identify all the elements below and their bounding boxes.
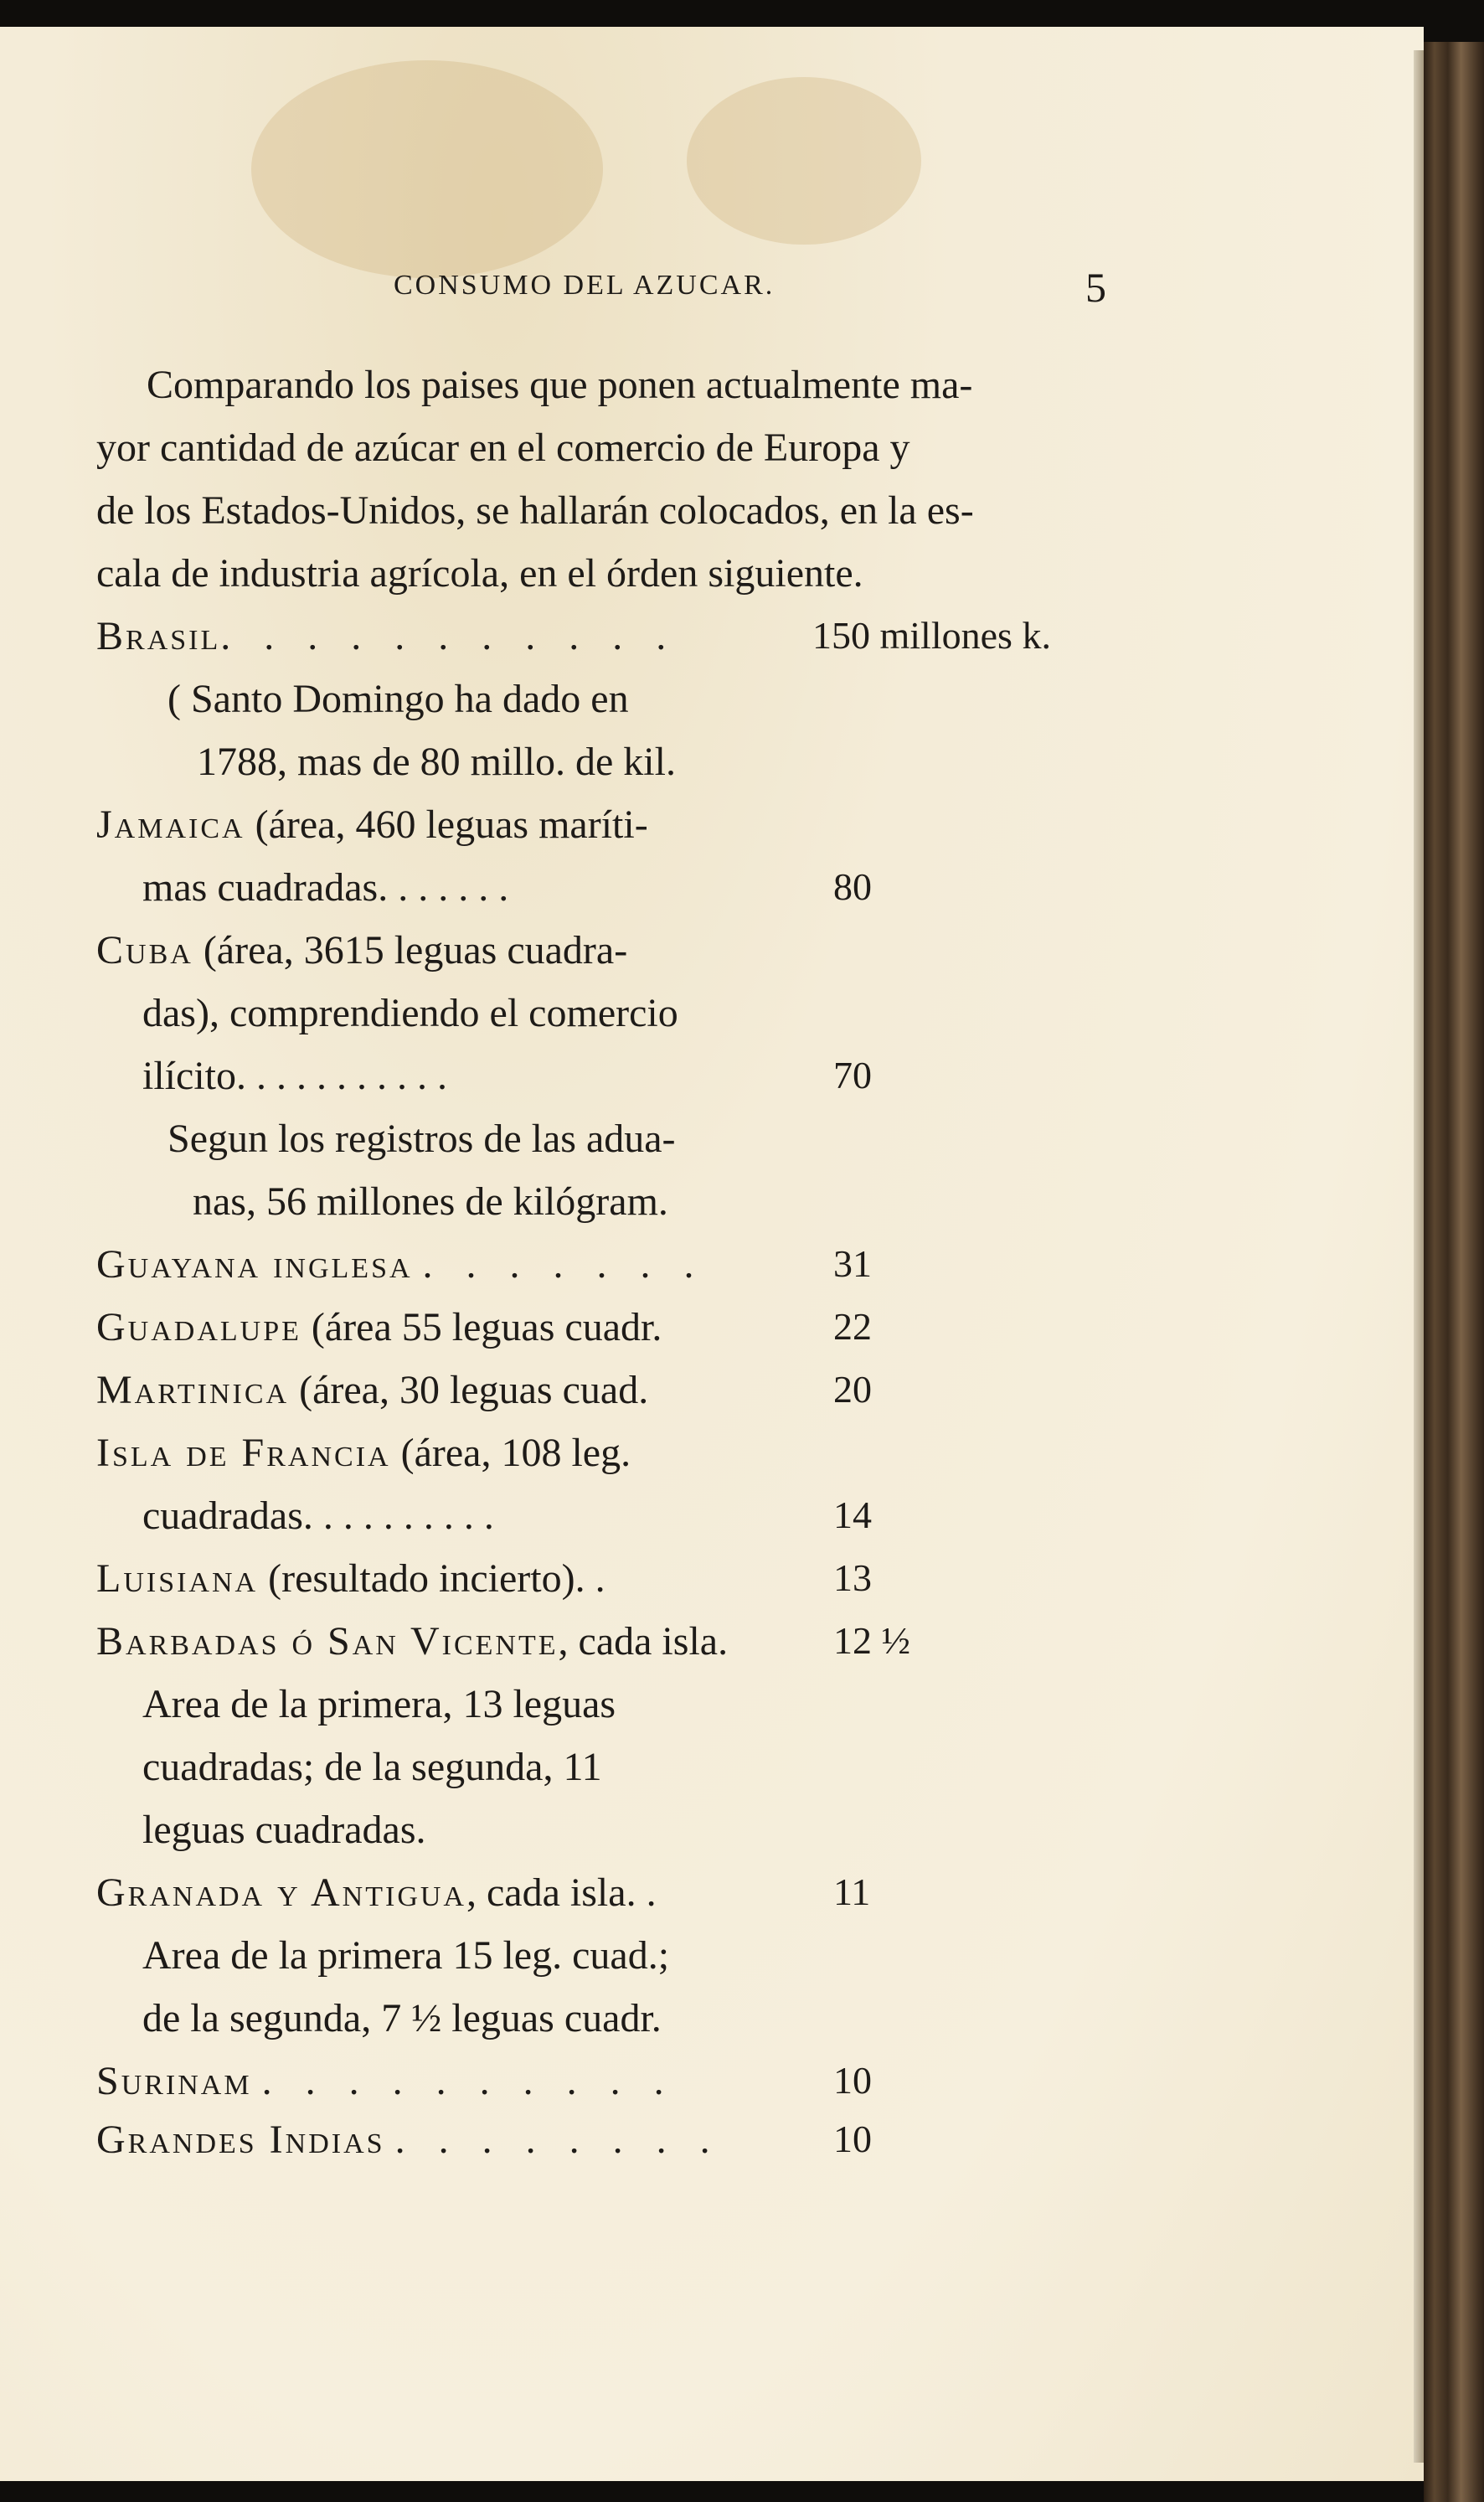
country-name: Brasil (96, 614, 221, 658)
entry-value: 10 (833, 2059, 872, 2102)
intro-line: Comparando los paises que ponen actualmente ma- (147, 363, 973, 407)
entry-line (96, 2117, 722, 2163)
country-name: Surinam (96, 2059, 252, 2103)
entry-text: . . . . . . . . (394, 2118, 722, 2162)
note-line: nas, 56 millones de kilógram. (193, 1179, 668, 1224)
entry-value: 12 ½ (833, 1619, 910, 1662)
entry-value: 20 (833, 1368, 872, 1411)
entry-value: 22 (833, 1305, 872, 1348)
entry-line (96, 802, 648, 848)
entry-text: . . . . . . . . . . . (220, 614, 678, 658)
page-number: 5 (1085, 264, 1106, 311)
entry-text: , cada isla. . (466, 1870, 657, 1915)
entry-value: 10 (833, 2118, 872, 2160)
entry-text: . . . . . . . (422, 1242, 706, 1287)
entry-text: mas cuadradas. . . . . . . (142, 865, 509, 910)
country-name: Grandes Indias (96, 2118, 385, 2162)
note-line: cuadradas; de la segunda, 11 (142, 1745, 602, 1789)
country-name: Granada y Antigua (96, 1870, 466, 1915)
entry-line (96, 1304, 662, 1350)
entry-value: 70 (833, 1054, 872, 1096)
country-name: Guadalupe (96, 1305, 301, 1349)
book-spine (1424, 42, 1484, 2502)
entry-text: , cada isla. (558, 1619, 729, 1664)
entry-text: das), comprendiendo el comercio (142, 991, 678, 1035)
note-line: leguas cuadradas. (142, 1808, 426, 1852)
entry-text: (área, 108 leg. (400, 1431, 631, 1475)
note-line: de la segunda, 7 ½ leguas cuadr. (142, 1996, 662, 2040)
country-name: Isla de Francia (96, 1431, 391, 1475)
entry-text: (área, 3615 leguas cuadra- (203, 928, 628, 972)
entry-value: 31 (833, 1242, 872, 1285)
note-line: 1788, mas de 80 millo. de kil. (197, 740, 676, 784)
entry-line (96, 1241, 706, 1287)
entry-text: (área 55 leguas cuadr. (311, 1305, 662, 1349)
entry-line (96, 927, 627, 973)
entry-line (96, 2058, 676, 2104)
entry-value: 14 (833, 1493, 872, 1536)
intro-line: cala de industria agrícola, en el órden siguiente. (96, 551, 863, 596)
country-name: Cuba (96, 928, 193, 972)
running-title: CONSUMO DEL AZUCAR. (394, 270, 775, 301)
entry-line (96, 1870, 657, 1916)
note-line: Area de la primera 15 leg. cuad.; (142, 1933, 670, 1978)
entry-value: 80 (833, 865, 872, 908)
paper-stain (251, 60, 603, 278)
country-name: Martinica (96, 1368, 290, 1412)
paper-stain (687, 77, 921, 245)
entry-line (96, 1555, 605, 1602)
intro-line: de los Estados-Unidos, se hallarán colocados, en la es- (96, 488, 974, 533)
country-name: Guayana inglesa (96, 1242, 413, 1287)
country-name: Jamaica (96, 802, 245, 847)
entry-value: 150 millones k. (812, 614, 1051, 657)
entry-text: cuadradas. . . . . . . . . . (142, 1493, 494, 1538)
entry-text: ilícito. . . . . . . . . . . (142, 1054, 447, 1098)
entry-line (96, 1430, 631, 1476)
entry-line (96, 1367, 648, 1413)
note-line: ( Santo Domingo ha dado en (167, 677, 629, 721)
intro-line: yor cantidad de azúcar en el comercio de Europa y (96, 426, 910, 470)
entry-line (96, 613, 678, 659)
note-line: Area de la primera, 13 leguas (142, 1682, 616, 1726)
entry-value: 13 (833, 1556, 872, 1599)
entry-line (96, 1618, 728, 1664)
entry-value: 11 (833, 1870, 871, 1913)
note-line: Segun los registros de las adua- (167, 1117, 676, 1161)
country-name: Barbadas ó San Vicente (96, 1619, 559, 1664)
entry-text: (resultado incierto). . (268, 1556, 605, 1601)
country-name: Luisiana (96, 1556, 259, 1601)
entry-text: (área, 460 leguas maríti- (255, 802, 648, 847)
entry-text: . . . . . . . . . . (261, 2059, 676, 2103)
book-page (0, 27, 1424, 2481)
entry-text: (área, 30 leguas cuad. (299, 1368, 649, 1412)
